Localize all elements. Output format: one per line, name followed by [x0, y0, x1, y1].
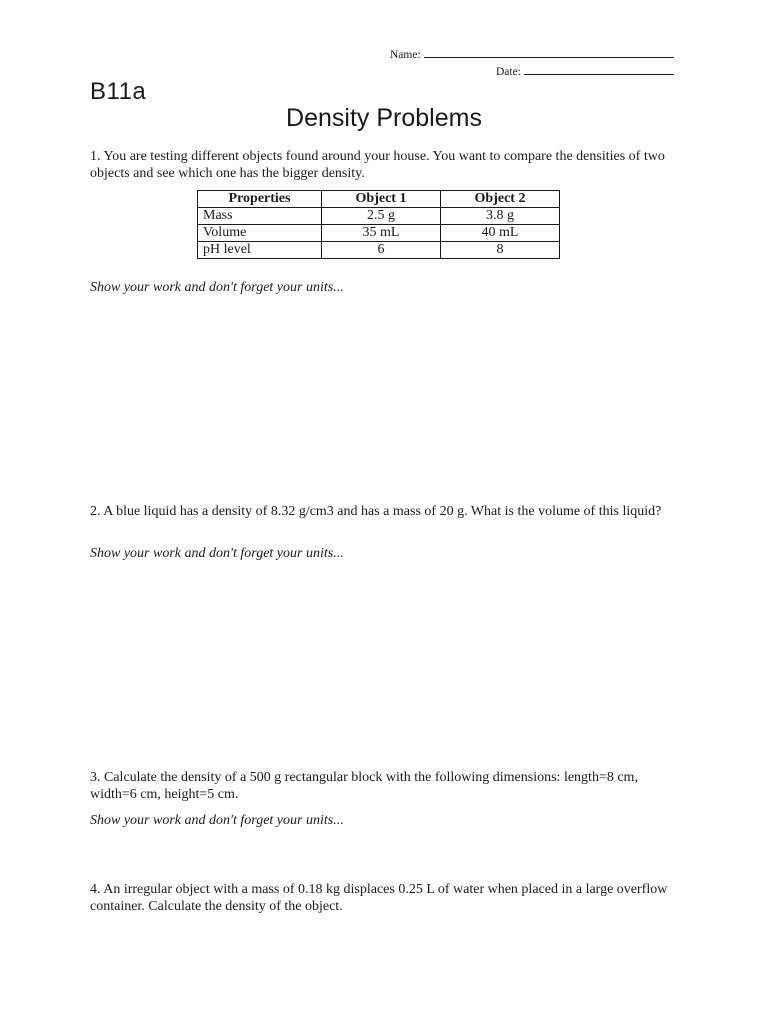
table-cell: 40 mL [441, 225, 560, 242]
name-label: Name: [390, 49, 421, 61]
table-header-cell: Object 2 [441, 191, 560, 208]
table-header-cell: Object 1 [322, 191, 441, 208]
table-cell: 3.8 g [441, 208, 560, 225]
table-row [198, 208, 560, 225]
show-work-hint: Show your work and don't forget your units... [90, 546, 344, 561]
table-header-cell: Properties [198, 191, 322, 208]
question-2: 2. A blue liquid has a density of 8.32 g/cm3 and has a mass of 20 g. What is the volume of this liquid? [90, 504, 662, 519]
question-3: 3. Calculate the density of a 500 g rectangular block with the following dimensions: length=8 cm, width=6 cm, height=5 cm. [90, 770, 638, 802]
name-blank-line [424, 46, 674, 58]
show-work-hint: Show your work and don't forget your units... [90, 813, 344, 828]
question-4: 4. An irregular object with a mass of 0.18 kg displaces 0.25 L of water when placed in a large overflow container. Calculate the density of the object. [90, 882, 668, 914]
table-header-row [198, 191, 560, 208]
show-work-hint: Show your work and don't forget your units... [90, 280, 344, 295]
table-cell: 8 [441, 242, 560, 259]
date-label: Date: [496, 66, 521, 78]
table-cell: pH level [198, 242, 322, 259]
worksheet-code: B11a [90, 78, 147, 105]
question-1: 1. You are testing different objects found around your house. You want to compare the densities of two objects and see which one has the bigger density. [90, 149, 665, 181]
table-cell: 35 mL [322, 225, 441, 242]
name-field [390, 46, 674, 61]
table-cell: 6 [322, 242, 441, 259]
date-field [496, 63, 674, 78]
table-cell: Volume [198, 225, 322, 242]
properties-table [197, 190, 560, 259]
table-row [198, 225, 560, 242]
table-cell: 2.5 g [322, 208, 441, 225]
table-row [198, 242, 560, 259]
table-cell: Mass [198, 208, 322, 225]
page-title: Density Problems [286, 104, 482, 132]
date-blank-line [524, 63, 674, 75]
